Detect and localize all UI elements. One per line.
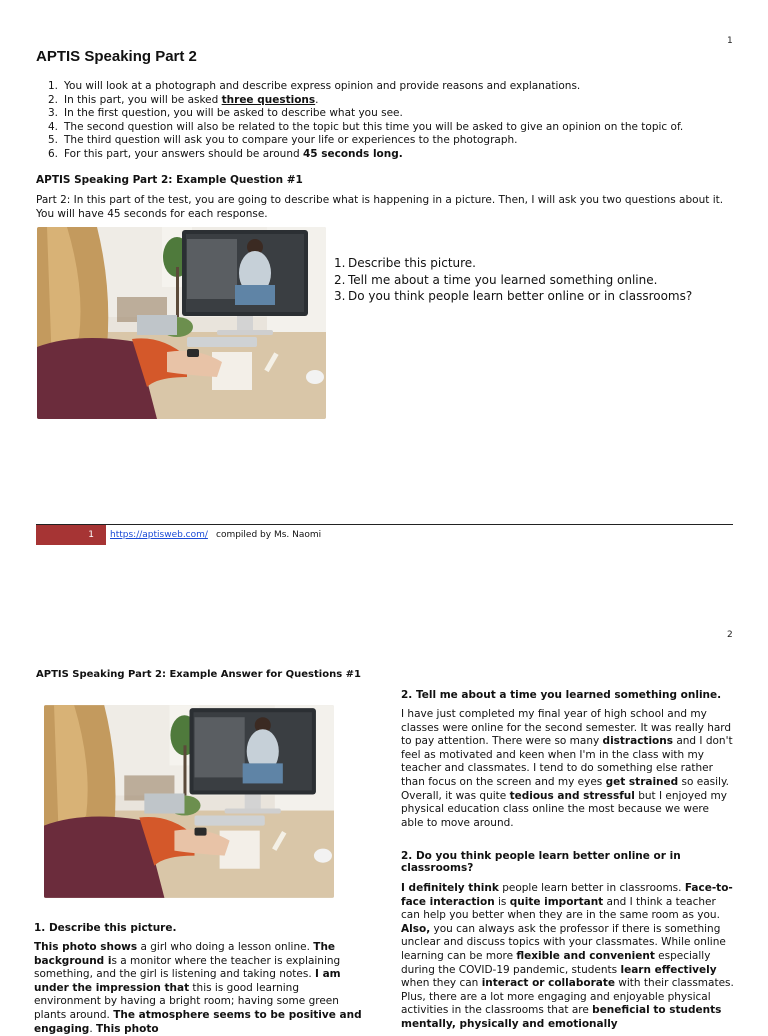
page2-heading: APTIS Speaking Part 2: Example Answer for Questions #1 (36, 669, 361, 680)
online-class-photo (44, 705, 334, 898)
photo-girl-online-class-icon (44, 705, 334, 898)
q2-answer: I have just completed my final year of high school and my classes were online for the second semester. It was really hard to pay attention. There were so many distractions and I don't feel as motivated and keen when I'm in the class with my teacher and classmates. I tend to do something else rather than focus on the screen and my eyes get strained so easily. Overall, it was quite tedious and stressful but I enjoyed my physical education class online the most because we were able to move around. (401, 708, 733, 829)
instructions-list (40, 80, 730, 161)
instruction-item (40, 94, 730, 108)
instruction-item (40, 80, 730, 94)
instruction-text: The second question will also be related to the topic but this time you will be asked to give an opinion on the topic of. (64, 120, 684, 133)
instruction-number: 6. (47, 147, 58, 160)
photo-girl-online-class-icon (37, 227, 326, 419)
page-number: 1 (727, 36, 733, 46)
example-intro: Part 2: In this part of the test, you are going to describe what is happening in a picture. Then, I will ask you two questions about it. You will have 45 seconds for each response. (36, 194, 724, 220)
footer-page-badge: 1 (36, 525, 106, 545)
instruction-text: The third question will ask you to compare your life or experiences to the photograph. (64, 134, 518, 146)
q3-heading: 2. Do you think people learn better online or in classrooms? (401, 850, 681, 874)
question-item (334, 272, 692, 289)
instruction-item (40, 148, 730, 162)
instruction-text: You will look at a photograph and describe express opinion and provide reasons and explanations. (64, 80, 581, 92)
instruction-number: 5. (47, 134, 58, 146)
instruction-item (40, 134, 730, 148)
question-text: Do you think people learn better online or in classrooms? (348, 289, 693, 303)
online-class-photo (37, 227, 326, 419)
q1-heading: 1. Describe this picture. (34, 922, 177, 934)
instruction-text: In the first question, you will be asked to describe what you see. (64, 107, 403, 119)
instruction-item (40, 121, 730, 135)
page-number: 2 (727, 630, 733, 640)
q1-answer: This photo shows a girl who doing a lesson online. The background is a monitor where the teacher is explaining something, and the girl is listening and taking notes. I am under the impression that this is good learning environment by having a bright room; having some green plants around. The atmosphere seems to be positive and engaging. This photo (34, 941, 362, 1035)
instruction-number: 4. (47, 120, 58, 133)
instruction-number: 3. (47, 107, 58, 119)
question-number: 2. (334, 272, 346, 287)
q2-heading: 2. Tell me about a time you learned something online. (401, 689, 722, 701)
example-heading: APTIS Speaking Part 2: Example Question #1 (36, 174, 303, 186)
question-item (334, 288, 692, 305)
question-number: 1. (334, 256, 346, 270)
footer-link[interactable]: https://aptisweb.com/ (110, 530, 208, 540)
instruction-number: 2. (47, 93, 58, 106)
question-number: 3. (334, 289, 346, 303)
instruction-item (40, 107, 730, 121)
question-text: Describe this picture. (348, 256, 476, 270)
question-list (334, 255, 692, 305)
q3-answer: I definitely think people learn better in classrooms. Face-to-face interaction is quite important and I think a teacher can help you better when they are in the same room as you. Also, you can always ask the professor if there is something unclear and discuss topics with your classmates. While online learning can be more flexible and convenient especially during the COVID-19 pandemic, students learn effectively when they can interact or collaborate with their classmates. Plus, there are a lot more engaging and enjoyable physical activities in the classrooms that are beneficial to students mentally, physically and emotionally (401, 882, 734, 1030)
instruction-text: For this part, your answers should be around 45 seconds long. (64, 147, 403, 160)
footer-compiled: compiled by Ms. Naomi (216, 530, 322, 540)
page-title: APTIS Speaking Part 2 (36, 48, 197, 65)
instruction-number: 1. (47, 80, 58, 92)
instruction-text: In this part, you will be asked three questions. (64, 93, 319, 106)
question-text: Tell me about a time you learned something online. (348, 272, 658, 287)
question-item (334, 255, 692, 272)
footer-divider (36, 524, 733, 525)
